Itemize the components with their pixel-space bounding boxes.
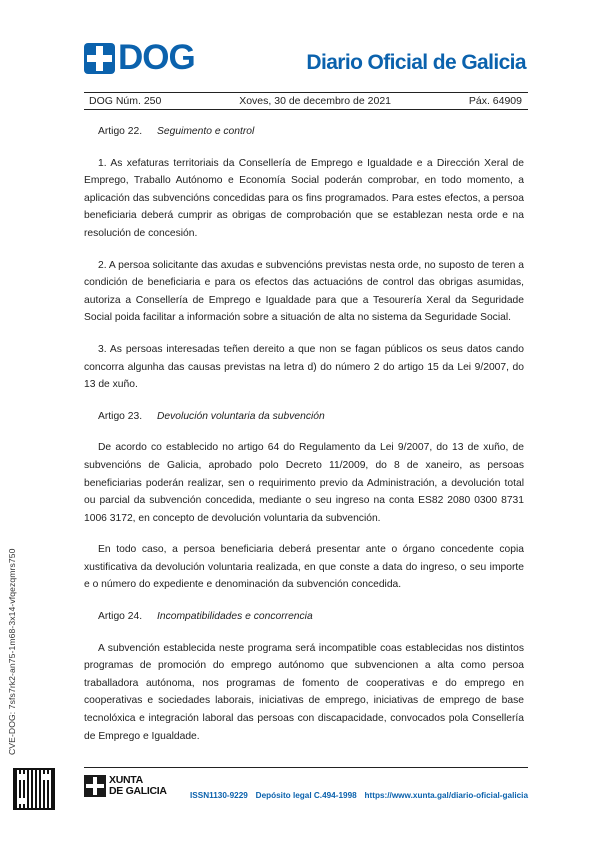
article-heading [98,608,524,626]
footer-meta [190,791,528,800]
article-heading [98,408,524,426]
qr-code-icon[interactable] [13,768,55,810]
paragraph: 2. A persoa solicitante das axudas e subvencións previstas nesta orde, no suposto de teren a condición de beneficiaria e para os efectos das actuacións de control das obrigas asumidas, autoriza a Consellería de Emprego e Igualdade para que a Tesourería Xeral da Seguridade Social poida facilitar a información sobre a situación de alta no sistema da Seguridade Social. [84,259,524,324]
dog-logo [84,40,195,76]
paragraph: 1. As xefaturas territoriais da Consellería de Emprego e Igualdade e a Dirección Xeral de Emprego, Traballo Autónomo e Economía Social poderán comprobar, en todo momento, a aplicación das subvencións concedidas para os fins programados. Para estes efectos, a persoa beneficiaria deberá cumprir as obrigas de comprobación que se establezan nesta orde e na resolución de concesión. [84,157,524,239]
page-number: Páx. 64909 [468,95,522,107]
website-link[interactable]: https://www.xunta.gal/diario-oficial-galicia [364,791,528,800]
verification-code: CVE-DOG: 7sfs7rk2-an75-1m68-3x14-vfqezqmrs750 [7,548,17,755]
article-title: Devolución voluntaria da subvención [157,410,325,422]
article-number: Artigo 22. [98,126,143,137]
xunta-line-1: XUNTA [109,774,143,786]
header-top-rule [84,92,528,93]
xunta-cross-icon [84,775,106,797]
issue-header [89,95,522,107]
paragraph: A subvención establecida neste programa será incompatible coas establecidas nos distintos programas de promoción do emprego autónomo que subvencionen a alta como persoa traballadora autónoma, nos programas de fomento de cooperativas e do emprego en cooperativas e sociedades laborais, iniciativas de emprego, iniciativas de emprego de base tecnolóxica e integración laboral das persoas con discapacidade, convocados pola Consellería de Emprego e Igualdade. [84,642,524,742]
footer-rule [84,767,528,768]
paragraph: De acordo co establecido no artigo 64 do Regulamento da Lei 9/2007, do 13 de xuño, de subvencións de Galicia, aprobado polo Decreto 11/2009, do 8 de xaneiro, as persoas beneficiarias poderán realizar, sen o requirimento previo da Administración, a devolución total ou parcial da subvención concedida, mediante o seu ingreso na conta ES82 2080 0300 8731 1006 3172, en concepto de devolución voluntaria da subvención. [84,442,524,524]
logo-text: DOG [118,38,195,77]
xunta-logo [84,775,167,797]
paragraph: En todo caso, a persoa beneficiaria deberá presentar ante o órgano concedente copia xustificativa da devolución voluntaria realizada, en que conste a data do ingreso, o seu importe e o número do expediente e denominación da subvención concedida. [84,544,524,591]
article-number: Artigo 24. [98,611,143,623]
article-number: Artigo 23. [98,410,143,422]
xunta-line-2: DE GALICIA [109,785,167,797]
article-title: Incompatibilidades e concorrencia [157,611,313,623]
article-title: Seguimento e control [157,126,255,137]
galicia-cross-icon [84,43,115,74]
issue-date: Xoves, 30 de decembro de 2021 [239,95,391,107]
paragraph: 3. As persoas interesadas teñen dereito a que non se fagan públicos os seus datos cando concorra algunha das causas previstas na letra d) do número 2 do artigo 15 da Lei 9/2007, do 13 de xuño. [84,343,524,391]
header-bottom-rule [84,109,528,110]
legal-deposit: Depósito legal C.494-1998 [255,791,357,800]
paper-title: Diario Oficial de Galicia [306,51,526,74]
article-heading [98,123,524,141]
document-body [84,123,524,759]
issue-number: DOG Núm. 250 [89,95,162,107]
issn: ISSN1130-9229 [190,791,248,800]
